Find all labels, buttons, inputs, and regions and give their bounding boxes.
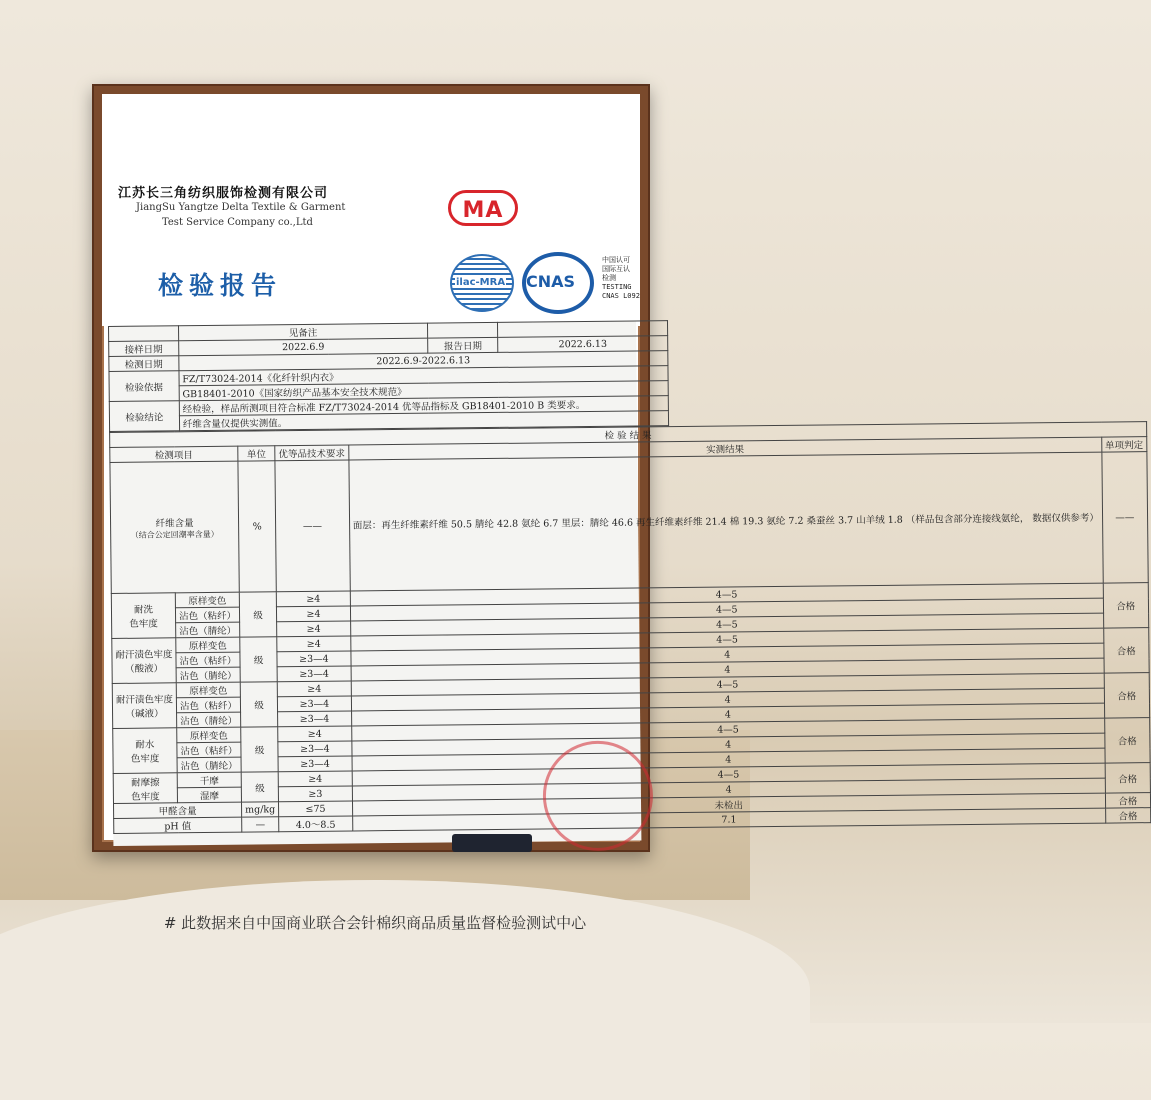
test-sub-item: 沾色（腈纶）	[177, 757, 241, 773]
requirement-cell: ≥3—4	[278, 711, 352, 727]
test-sub-item: 沾色（粘纤）	[176, 652, 240, 668]
test-sub-item: 原样变色	[176, 637, 240, 653]
test-sub-item: 原样变色	[177, 727, 241, 743]
requirement-cell: ≥4	[277, 606, 351, 622]
result-cell: 4—5	[350, 628, 1103, 651]
formaldehyde-verdict: 合格	[1105, 793, 1150, 808]
result-cell: 4	[351, 703, 1104, 726]
cma-logo: MA	[448, 190, 518, 226]
source-caption: # 此数据来自中国商业联合会针棉织商品质量监督检验测试中心	[163, 914, 587, 932]
test-date-label: 检测日期	[109, 356, 179, 372]
verdict-cell: 合格	[1104, 673, 1149, 718]
verdict-cell: 合格	[1103, 628, 1148, 673]
conclusion-label: 检验结论	[109, 401, 179, 432]
result-cell: 4—5	[350, 613, 1103, 636]
requirement-cell: ≥4	[277, 636, 351, 652]
fiber-content-unit: %	[238, 461, 277, 592]
info-table	[108, 320, 669, 432]
ph-requirement: 4.0～8.5	[279, 816, 353, 832]
requirement-cell: ≥3	[279, 786, 353, 802]
result-cell: 4	[352, 748, 1105, 771]
result-cell: 4	[352, 778, 1105, 801]
cnas-logo-label: CNAS	[526, 272, 576, 291]
basis-label: 检验依据	[109, 371, 179, 402]
requirement-cell: ≥3—4	[278, 741, 352, 757]
test-sub-item: 沾色（腈纶）	[176, 622, 240, 638]
result-cell: 4	[352, 733, 1105, 756]
conclusion-line: 经检验，样品所测项目符合标准 FZ/T73024-2014 优等品指标及 GB18401-2010 B 类要求。	[179, 396, 668, 416]
requirement-cell: ≥3—4	[277, 666, 351, 682]
requirement-cell: ≥4	[277, 681, 351, 697]
result-cell: 4	[351, 658, 1104, 681]
test-sub-item: 沾色（腈纶）	[177, 712, 241, 728]
test-sub-item: 沾色（粘纤）	[176, 697, 240, 713]
test-sub-item: 沾色（粘纤）	[175, 607, 239, 623]
test-sub-item: 沾色（腈纶）	[176, 667, 240, 683]
report-document	[108, 320, 1144, 846]
company-name-en-line2: Test Service Company co.,Ltd	[162, 217, 313, 228]
official-stamp	[542, 740, 653, 851]
info-value: 见备注	[178, 323, 428, 341]
result-cell: 4—5	[351, 718, 1104, 741]
test-sub-item: 干摩	[177, 772, 241, 788]
column-header: 实测结果	[348, 437, 1101, 460]
report-title: 检验报告	[158, 271, 283, 300]
cnas-accreditation-text: 中国认可 国际互认 检测 TESTING CNAS L092	[602, 256, 640, 300]
fiber-content-note: （结合公定回潮率含量）	[130, 529, 219, 540]
test-sub-item: 沾色（粘纤）	[177, 742, 241, 758]
unit-cell: 级	[240, 637, 278, 682]
requirement-cell: ≥4	[278, 726, 352, 742]
ph-result: 7.1	[352, 808, 1105, 831]
unit-cell: 级	[239, 592, 277, 637]
test-item-name: 耐洗 色牢度	[111, 593, 175, 639]
report-date: 2022.6.13	[498, 336, 668, 353]
fiber-content-result: 面层：再生纤维素纤维 50.5 腈纶 42.8 氨纶 6.7 里层：腈纶 46.6 再生纤维素纤维 21.4 棉 19.3 氨纶 7.2 桑蚕丝 3.7 山羊绒 1.8 （样品包含部分连接线氨纶， 数据仅供参考）	[349, 452, 1103, 591]
results-section-title: 检 验 结 果	[110, 422, 1147, 448]
requirement-cell: ≥4	[278, 771, 352, 787]
fabric-sample	[452, 834, 532, 852]
result-cell: 4—5	[350, 598, 1103, 621]
sample-date-label: 接样日期	[109, 341, 179, 357]
result-cell: 4—5	[350, 583, 1103, 606]
sample-date: 2022.6.9	[178, 338, 428, 356]
fiber-content-verdict: ——	[1102, 452, 1148, 583]
test-sub-item: 湿摩	[177, 787, 241, 803]
report-date-label: 报告日期	[428, 337, 498, 353]
formaldehyde-name: 甲醛含量	[114, 802, 242, 818]
unit-cell: 级	[241, 772, 278, 802]
requirement-cell: ≥3—4	[277, 651, 351, 667]
test-item-name: 耐摩擦 色牢度	[113, 773, 177, 804]
unit-cell: 级	[241, 727, 279, 772]
requirement-cell: ≥3—4	[278, 696, 352, 712]
test-item-name: 耐水 色牢度	[113, 728, 177, 774]
column-header: 单项判定	[1101, 437, 1146, 452]
test-sub-item: 原样变色	[175, 592, 239, 608]
basis-line: GB18401-2010《国家纺织产品基本安全技术规范》	[179, 381, 668, 401]
test-date: 2022.6.9-2022.6.13	[179, 351, 668, 371]
fiber-content-requirement: ——	[275, 460, 350, 592]
fiber-content-name-cell	[110, 461, 239, 593]
ilac-logo-label: ilac-MRA	[456, 277, 506, 288]
requirement-cell: ≥3—4	[278, 756, 352, 772]
fiber-content-row	[110, 452, 1148, 594]
result-cell: 4—5	[352, 763, 1105, 786]
verdict-cell: 合格	[1104, 718, 1149, 763]
ph-unit: —	[242, 817, 279, 832]
basis-line: FZ/T73024-2014《化纤针织内衣》	[179, 366, 668, 386]
test-sub-item: 原样变色	[176, 682, 240, 698]
column-header: 检测项目	[110, 446, 238, 462]
report-header	[102, 94, 640, 326]
picture-frame	[92, 84, 1144, 852]
fiber-content-name: 纤维含量	[155, 517, 194, 530]
conclusion-line: 纤维含量仅提供实测值。	[179, 411, 668, 431]
formaldehyde-result: 未检出	[352, 793, 1105, 816]
column-header: 优等品技术要求	[275, 445, 349, 461]
column-header: 单位	[238, 446, 275, 461]
test-item-name: 耐汗渍色牢度 （酸液）	[112, 638, 176, 684]
company-name-en-line1: JiangSu Yangtze Delta Textile & Garment	[136, 202, 346, 213]
formaldehyde-requirement: ≤75	[279, 801, 353, 817]
company-name-cn: 江苏长三角纺织服饰检测有限公司	[118, 186, 329, 201]
requirement-cell: ≥4	[277, 621, 351, 637]
result-cell: 4	[351, 688, 1104, 711]
ph-name: pH 值	[114, 817, 242, 833]
unit-cell: 级	[240, 682, 278, 727]
result-cell: 4—5	[351, 673, 1104, 696]
verdict-cell: 合格	[1103, 583, 1148, 628]
test-item-name: 耐汗渍色牢度 （碱液）	[112, 683, 176, 729]
result-cell: 4	[351, 643, 1104, 666]
formaldehyde-unit: mg/kg	[242, 802, 279, 817]
verdict-cell: 合格	[1105, 763, 1150, 793]
requirement-cell: ≥4	[276, 591, 350, 607]
ph-verdict: 合格	[1105, 808, 1150, 823]
